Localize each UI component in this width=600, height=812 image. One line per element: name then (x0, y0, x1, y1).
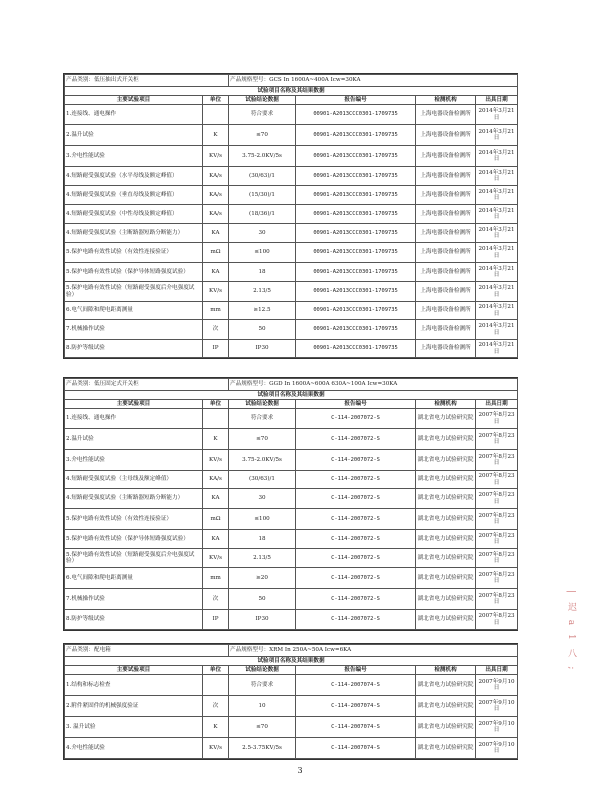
cell-unit: K (203, 717, 229, 738)
cell-org: 湖北省电力试验研究院 (416, 530, 476, 549)
table-row (65, 738, 518, 759)
column-header-date: 出具日期 (476, 666, 518, 675)
table-row (65, 186, 518, 205)
cell-date: 2007年8月23日 (476, 509, 518, 530)
cell-result: 符合要求 (229, 409, 296, 429)
cell-item: 5.保护电路有效性试验（保护导体短路强度试验） (65, 530, 203, 549)
cell-report: C-114-2007072-S (296, 530, 416, 549)
cell-report: C-114-2007072-S (296, 589, 416, 610)
cell-date: 2007年8月23日 (476, 489, 518, 509)
cell-date: 2014年3月21日 (476, 263, 518, 282)
cell-result: IP30 (229, 340, 296, 358)
column-header-row (65, 400, 518, 409)
cell-org: 上海电器设备检测所 (416, 125, 476, 146)
cell-date: 2014年3月21日 (476, 146, 518, 167)
cell-item: 4.短路耐受强度试验（主断路器短路分断能力） (65, 489, 203, 509)
cell-report: 00901-A2013CCC0301-1709735 (296, 243, 416, 263)
cell-item: 4.短路耐受强度试验（垂直母线及额定峰值） (65, 186, 203, 205)
product-category: 产品类别：低压固定式开关柜 (65, 379, 229, 391)
cell-item: 8.防护等级试验 (65, 610, 203, 630)
cell-item: 4.短路耐受强度试验（水平母线及额定峰值） (65, 167, 203, 186)
section-subtitle: 试验项目名称及其结果数据 (65, 87, 518, 96)
cell-report: C-114-2007072-S (296, 568, 416, 589)
cell-date: 2007年8月23日 (476, 530, 518, 549)
column-header-unit: 单位 (203, 666, 229, 675)
section-1 (63, 73, 518, 359)
column-header-date: 出具日期 (476, 96, 518, 105)
cell-item: 6.电气间隙和爬电距离测量 (65, 568, 203, 589)
cell-item: 6.电气间隙和爬电距离测量 (65, 302, 203, 320)
cell-report: 00901-A2013CCC0301-1709735 (296, 302, 416, 320)
cell-unit: mm (203, 568, 229, 589)
table-row (65, 610, 518, 630)
table-row (65, 409, 518, 429)
cell-item: 3.介电性能试验 (65, 450, 203, 471)
column-header-unit: 单位 (203, 400, 229, 409)
column-header-org: 检测机构 (416, 666, 476, 675)
cell-item: 5.保护电路有效性试验（保护导体短路强度试验） (65, 263, 203, 282)
table-row (65, 509, 518, 530)
column-header-item: 主要试验项目 (65, 96, 203, 105)
cell-date: 2007年8月23日 (476, 610, 518, 630)
cell-item: 5.保护电路有效性试验（有效性连接验证） (65, 243, 203, 263)
cell-report: C-114-2007072-S (296, 450, 416, 471)
cell-unit: KA/s (203, 205, 229, 224)
cell-unit: mΩ (203, 509, 229, 530)
cell-item: 5.保护电路有效性试验（短路耐受强度后介电强度试验） (65, 282, 203, 302)
cell-unit: KA (203, 530, 229, 549)
product-category: 产品类别：低压抽出式开关柜 (65, 75, 229, 87)
table-row (65, 696, 518, 717)
cell-report: C-114-2007074-S (296, 696, 416, 717)
section-1-table (64, 74, 518, 358)
cell-org: 上海电器设备检测所 (416, 105, 476, 125)
product-model: 产品规格型号：GCS In 1600A~400A Icw=30KA (229, 75, 518, 87)
column-header-org: 检测机构 (416, 96, 476, 105)
cell-org: 湖北省电力试验研究院 (416, 489, 476, 509)
cell-result: (15/30)/1 (229, 186, 296, 205)
cell-result: 2.13/5 (229, 549, 296, 568)
cell-org: 上海电器设备检测所 (416, 263, 476, 282)
cell-result: IP30 (229, 610, 296, 630)
product-model: 产品规格型号：XRM In 250A~50A Icw=6KA (229, 645, 518, 657)
column-header-unit: 单位 (203, 96, 229, 105)
cell-report: 00901-A2013CCC0301-1709735 (296, 146, 416, 167)
cell-org: 湖北省电力试验研究院 (416, 696, 476, 717)
cell-unit: KA/s (203, 167, 229, 186)
cell-unit: KV/s (203, 738, 229, 759)
cell-date: 2014年3月21日 (476, 186, 518, 205)
cell-report: C-114-2007074-S (296, 738, 416, 759)
cell-org: 湖北省电力试验研究院 (416, 738, 476, 759)
column-header-report: 报告编号 (296, 400, 416, 409)
cell-org: 上海电器设备检测所 (416, 243, 476, 263)
cell-report: 00901-A2013CCC0301-1709735 (296, 340, 416, 358)
table-row (65, 167, 518, 186)
cell-item: 2.附件紧固件的机械强度验证 (65, 696, 203, 717)
table-row (65, 450, 518, 471)
cell-item: 1.结构和标志检查 (65, 675, 203, 696)
cell-unit: KV/s (203, 450, 229, 471)
cell-date: 2007年8月23日 (476, 409, 518, 429)
cell-unit: KA (203, 263, 229, 282)
cell-org: 上海电器设备检测所 (416, 146, 476, 167)
cell-item: 2.温升试验 (65, 429, 203, 450)
cell-org: 湖北省电力试验研究院 (416, 589, 476, 610)
cell-date: 2007年9月10日 (476, 675, 518, 696)
cell-report: C-114-2007074-S (296, 717, 416, 738)
table-row (65, 125, 518, 146)
column-header-result: 试验结论数据 (229, 96, 296, 105)
cell-date: 2014年3月21日 (476, 340, 518, 358)
cell-item: 4.短路耐受强度试验（主母线及额定峰值） (65, 471, 203, 489)
column-header-row (65, 96, 518, 105)
cell-org: 上海电器设备检测所 (416, 224, 476, 243)
section-header-row (65, 645, 518, 657)
cell-org: 湖北省电力试验研究院 (416, 509, 476, 530)
cell-unit: IP (203, 610, 229, 630)
table-row (65, 489, 518, 509)
table-row (65, 263, 518, 282)
table-row (65, 243, 518, 263)
cell-report: C-114-2007072-S (296, 509, 416, 530)
cell-result: ≤70 (229, 717, 296, 738)
section-3 (63, 643, 518, 760)
cell-unit: mΩ (203, 243, 229, 263)
cell-date: 2014年3月21日 (476, 320, 518, 340)
cell-org: 湖北省电力试验研究院 (416, 429, 476, 450)
cell-org: 湖北省电力试验研究院 (416, 471, 476, 489)
cell-unit: KA (203, 489, 229, 509)
cell-org: 上海电器设备检测所 (416, 302, 476, 320)
table-row (65, 589, 518, 610)
cell-org: 湖北省电力试验研究院 (416, 549, 476, 568)
cell-date: 2014年3月21日 (476, 243, 518, 263)
column-header-item: 主要试验项目 (65, 666, 203, 675)
cell-item: 1.连接线、通电操作 (65, 105, 203, 125)
column-header-report: 报告编号 (296, 96, 416, 105)
page-number: 3 (297, 766, 303, 775)
cell-result: (30/63)/1 (229, 167, 296, 186)
cell-date: 2007年9月10日 (476, 717, 518, 738)
cell-result: ≤100 (229, 509, 296, 530)
cell-result: 符合要求 (229, 105, 296, 125)
table-row (65, 717, 518, 738)
table-row (65, 471, 518, 489)
cell-result: 18 (229, 263, 296, 282)
cell-result: 18 (229, 530, 296, 549)
section-header-row (65, 75, 518, 87)
table-row (65, 282, 518, 302)
cell-org: 上海电器设备检测所 (416, 340, 476, 358)
cell-item: 4.短路耐受强度试验（主断路器短路分断能力） (65, 224, 203, 243)
cell-date: 2014年3月21日 (476, 105, 518, 125)
cell-item: 5.保护电路有效性试验（有效性连接验证） (65, 509, 203, 530)
table-row (65, 205, 518, 224)
cell-report: 00901-A2013CCC0301-1709735 (296, 263, 416, 282)
cell-result: 3.75-2.0KV/5s (229, 450, 296, 471)
section-subtitle-row (65, 87, 518, 96)
cell-unit: mm (203, 302, 229, 320)
cell-result: 符合要求 (229, 675, 296, 696)
cell-org: 上海电器设备检测所 (416, 282, 476, 302)
cell-report: C-114-2007072-S (296, 471, 416, 489)
cell-report: C-114-2007072-S (296, 429, 416, 450)
table-row (65, 568, 518, 589)
cell-date: 2007年8月23日 (476, 450, 518, 471)
cell-unit: KV/s (203, 282, 229, 302)
cell-date: 2014年3月21日 (476, 125, 518, 146)
cell-result: (18/36)/1 (229, 205, 296, 224)
section-2 (63, 377, 518, 631)
cell-report: 00901-A2013CCC0301-1709735 (296, 167, 416, 186)
cell-unit: IP (203, 340, 229, 358)
cell-item: 3. 温升试验 (65, 717, 203, 738)
cell-unit: 次 (203, 320, 229, 340)
cell-date: 2014年3月21日 (476, 224, 518, 243)
cell-date: 2007年9月10日 (476, 738, 518, 759)
cell-result: ≤70 (229, 429, 296, 450)
section-subtitle-row (65, 391, 518, 400)
cell-report: 00901-A2013CCC0301-1709735 (296, 125, 416, 146)
cell-unit: K (203, 125, 229, 146)
cell-unit: KV/s (203, 549, 229, 568)
cell-unit: KA (203, 224, 229, 243)
cell-unit: KV/s (203, 146, 229, 167)
cell-unit (203, 409, 229, 429)
cell-date: 2007年8月23日 (476, 589, 518, 610)
cell-org: 湖北省电力试验研究院 (416, 568, 476, 589)
cell-result: ≤100 (229, 243, 296, 263)
cell-result: 50 (229, 320, 296, 340)
section-header-row (65, 379, 518, 391)
cell-date: 2014年3月21日 (476, 282, 518, 302)
cell-item: 4.介电性能试验 (65, 738, 203, 759)
cell-date: 2007年8月23日 (476, 549, 518, 568)
column-header-row (65, 666, 518, 675)
cell-result: ≥20 (229, 568, 296, 589)
cell-date: 2014年3月21日 (476, 167, 518, 186)
cell-org: 上海电器设备检测所 (416, 186, 476, 205)
cell-report: 00901-A2013CCC0301-1709735 (296, 320, 416, 340)
cell-org: 上海电器设备检测所 (416, 320, 476, 340)
column-header-report: 报告编号 (296, 666, 416, 675)
cell-date: 2007年8月23日 (476, 429, 518, 450)
table-row (65, 549, 518, 568)
cell-report: C-114-2007072-S (296, 610, 416, 630)
cell-report: 00901-A2013CCC0301-1709735 (296, 186, 416, 205)
cell-item: 7.机械操作试验 (65, 589, 203, 610)
cell-org: 上海电器设备检测所 (416, 167, 476, 186)
cell-item: 3.介电性能试验 (65, 146, 203, 167)
table-row (65, 146, 518, 167)
cell-unit: K (203, 429, 229, 450)
table-row (65, 675, 518, 696)
cell-result: (30/63)/1 (229, 471, 296, 489)
column-header-date: 出具日期 (476, 400, 518, 409)
cell-result: 2.13/5 (229, 282, 296, 302)
cell-item: 5.保护电路有效性试验（短路耐受强度后介电强度试验） (65, 549, 203, 568)
cell-item: 7.机械操作试验 (65, 320, 203, 340)
cell-result: 3.75-2.0KV/5s (229, 146, 296, 167)
cell-unit (203, 675, 229, 696)
section-subtitle-row (65, 657, 518, 666)
cell-unit: KA/s (203, 471, 229, 489)
table-row (65, 320, 518, 340)
section-subtitle: 试验项目名称及其结果数据 (65, 657, 518, 666)
cell-unit: KA/s (203, 186, 229, 205)
table-row (65, 429, 518, 450)
cell-result: 30 (229, 489, 296, 509)
cell-result: ≤70 (229, 125, 296, 146)
cell-report: C-114-2007074-S (296, 675, 416, 696)
cell-report: C-114-2007072-S (296, 489, 416, 509)
cell-report: 00901-A2013CCC0301-1709735 (296, 282, 416, 302)
cell-org: 湖北省电力试验研究院 (416, 610, 476, 630)
cell-org: 湖北省电力试验研究院 (416, 675, 476, 696)
cell-date: 2014年3月21日 (476, 302, 518, 320)
cell-date: 2007年8月23日 (476, 568, 518, 589)
cell-result: ≥12.5 (229, 302, 296, 320)
product-category: 产品类别：配电箱 (65, 645, 229, 657)
section-2-table (64, 378, 518, 630)
cell-unit: 次 (203, 589, 229, 610)
product-model: 产品规格型号：GGD In 1600A~600A 630A~100A Icw=30KA (229, 379, 518, 391)
table-row (65, 530, 518, 549)
cell-org: 湖北省电力试验研究院 (416, 450, 476, 471)
cell-org: 上海电器设备检测所 (416, 205, 476, 224)
column-header-org: 检测机构 (416, 400, 476, 409)
cell-org: 湖北省电力试验研究院 (416, 409, 476, 429)
cell-result: 2.5-3.75KV/5s (229, 738, 296, 759)
table-row (65, 340, 518, 358)
table-row (65, 105, 518, 125)
section-subtitle: 试验项目名称及其结果数据 (65, 391, 518, 400)
cell-date: 2007年9月10日 (476, 696, 518, 717)
cell-report: C-114-2007072-S (296, 549, 416, 568)
column-header-result: 试验结论数据 (229, 666, 296, 675)
cell-org: 湖北省电力试验研究院 (416, 717, 476, 738)
section-3-table (64, 644, 518, 759)
cell-report: C-114-2007072-S (296, 409, 416, 429)
cell-date: 2014年3月21日 (476, 205, 518, 224)
table-row (65, 224, 518, 243)
cell-item: 8.防护等级试验 (65, 340, 203, 358)
margin-handwriting: | 迟 a 1 八 ; (566, 590, 576, 673)
column-header-result: 试验结论数据 (229, 400, 296, 409)
cell-report: 00901-A2013CCC0301-1709735 (296, 224, 416, 243)
cell-item: 4.短路耐受强度试验（中性母线及额定峰值） (65, 205, 203, 224)
cell-item: 1.连接线、通电操作 (65, 409, 203, 429)
cell-date: 2007年8月23日 (476, 471, 518, 489)
cell-report: 00901-A2013CCC0301-1709735 (296, 105, 416, 125)
cell-unit: 次 (203, 696, 229, 717)
column-header-item: 主要试验项目 (65, 400, 203, 409)
cell-report: 00901-A2013CCC0301-1709735 (296, 205, 416, 224)
cell-result: 50 (229, 589, 296, 610)
cell-unit (203, 105, 229, 125)
table-row (65, 302, 518, 320)
cell-result: 10 (229, 696, 296, 717)
cell-item: 2.温升试验 (65, 125, 203, 146)
cell-result: 30 (229, 224, 296, 243)
